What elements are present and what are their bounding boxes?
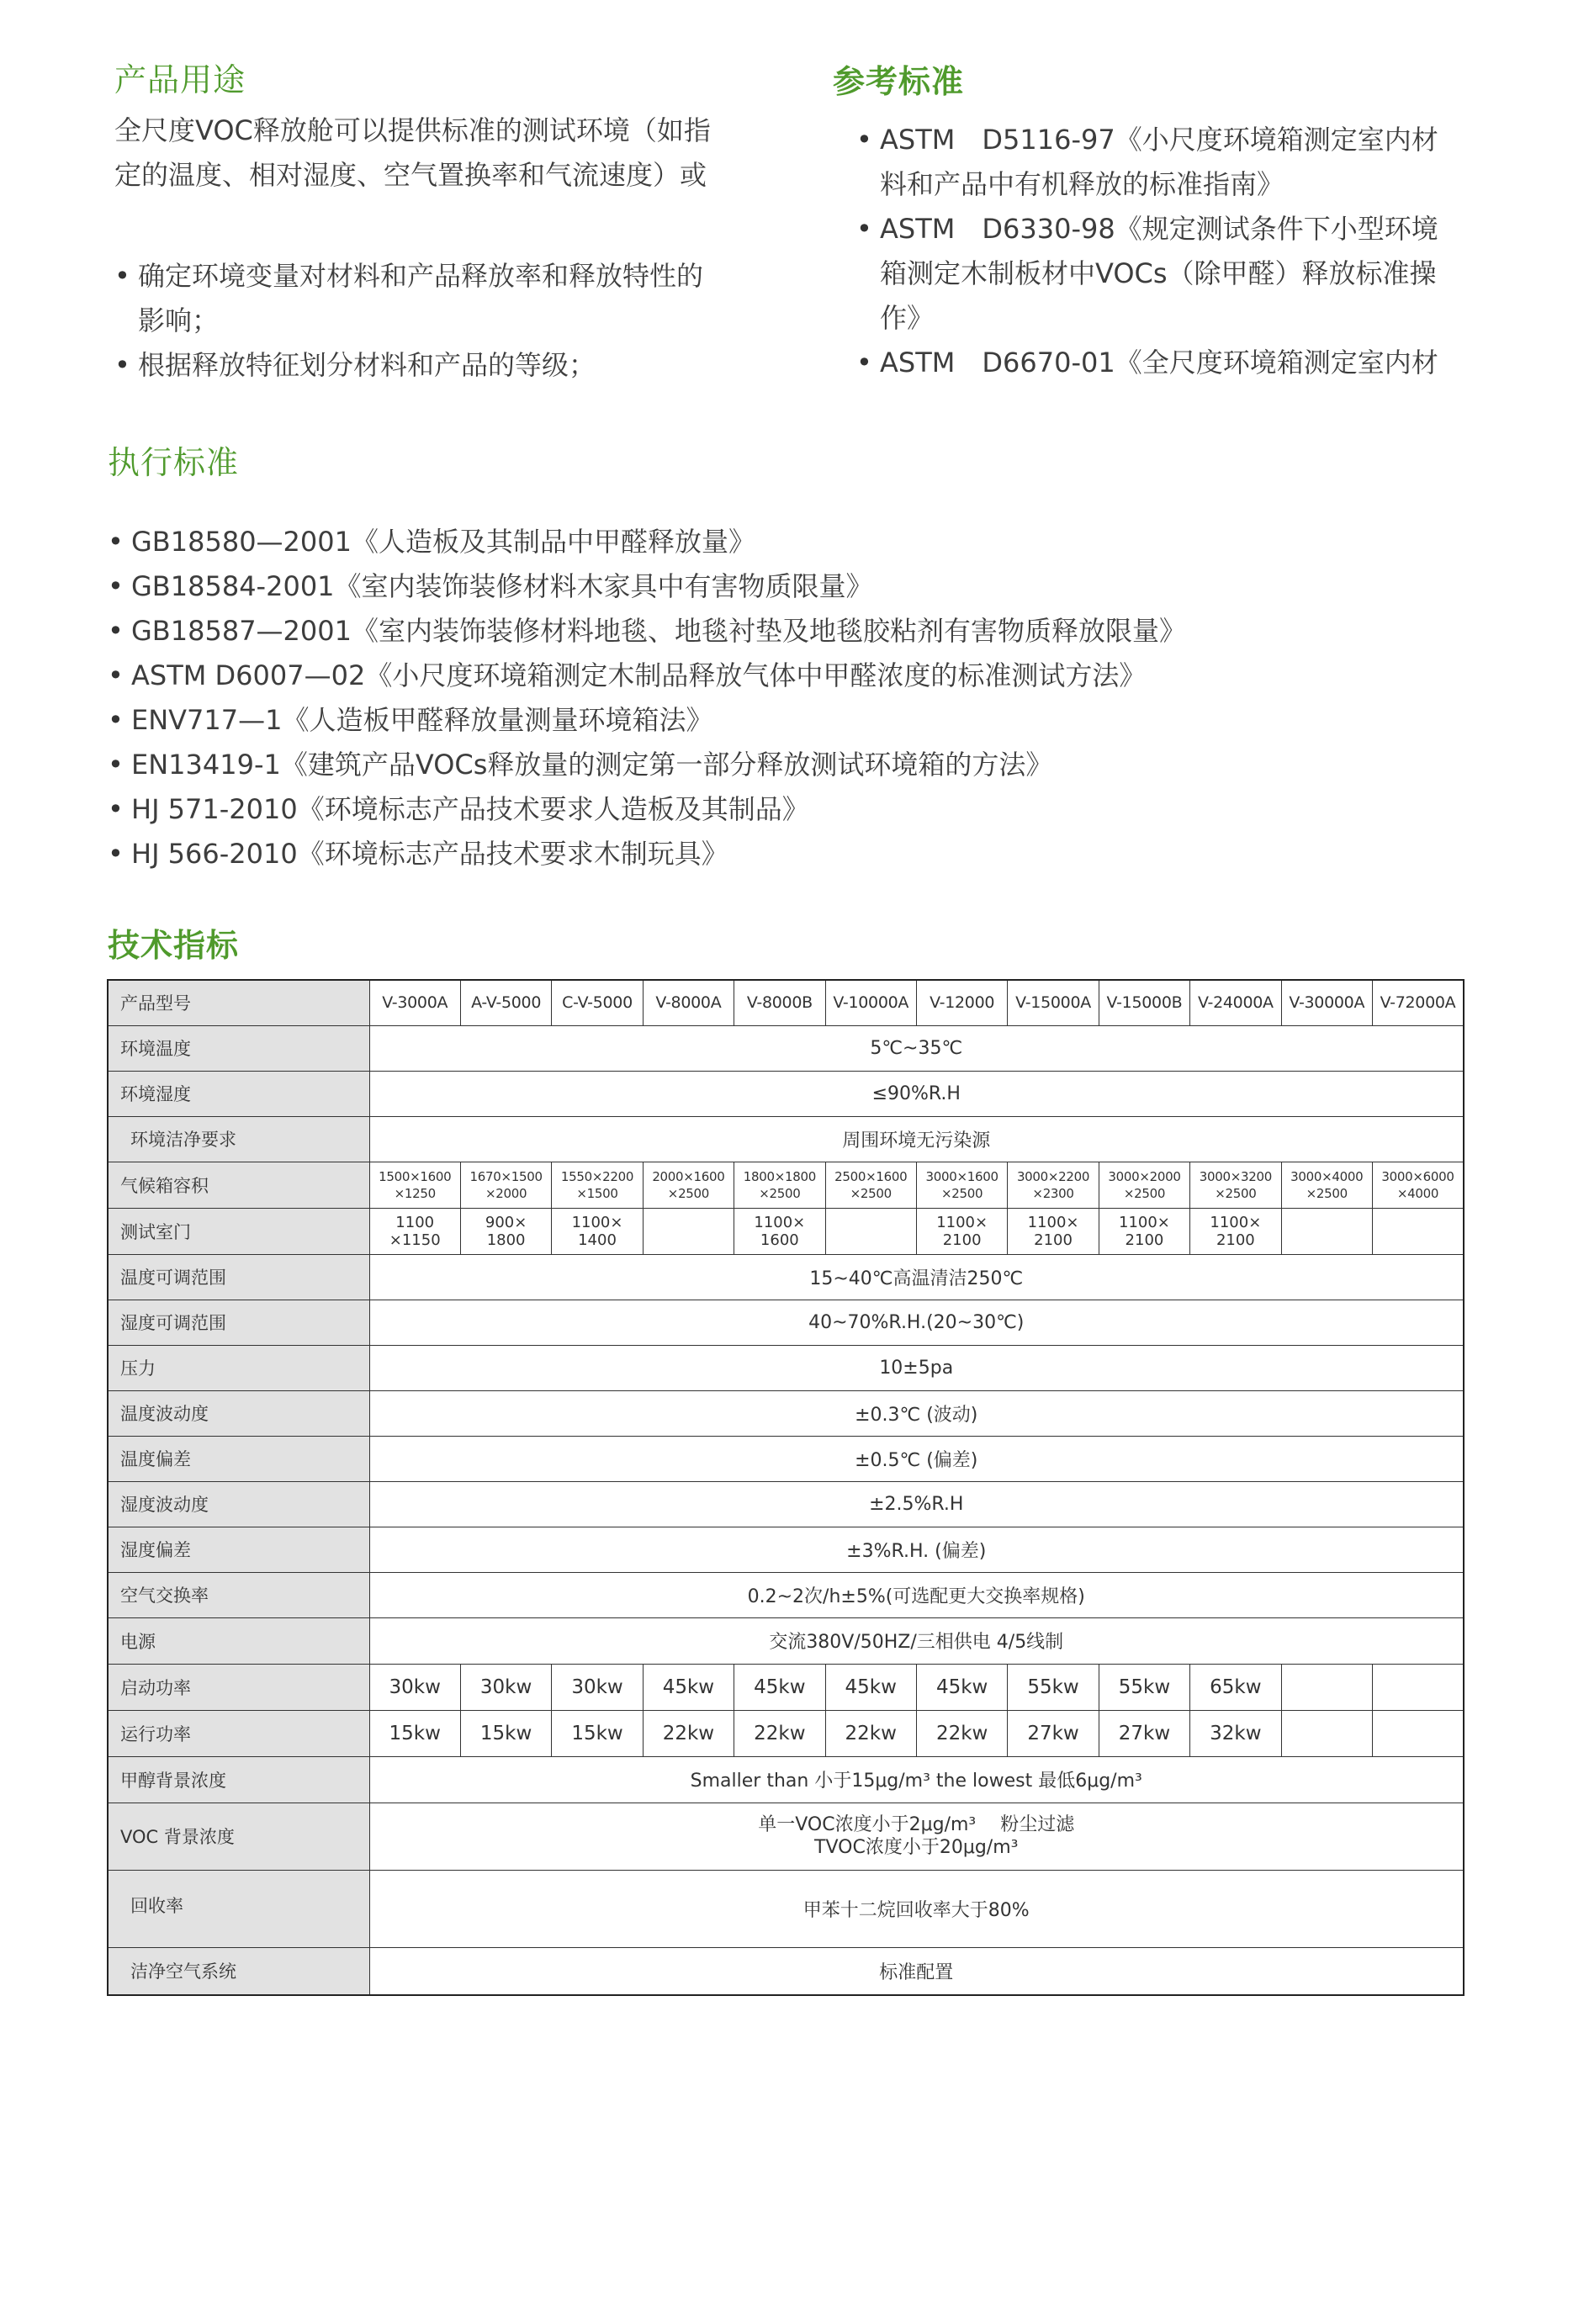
row-label: VOC 背景浓度 [108,1803,369,1870]
volume-cell: 3000×3200 ×2500 [1190,1162,1281,1208]
door-cell: 1100× 1400 [552,1208,643,1254]
standard-item: • GB18580—2001《人造板及其制品中甲醛释放量》 [108,520,1186,564]
power-cell: 30kw [460,1664,551,1710]
power-cell [1372,1710,1464,1756]
table-row [108,1208,1464,1254]
row-label: 湿度偏差 [108,1527,369,1572]
reference-bullet-list [856,118,1438,385]
volume-cell: 2000×1600 ×2500 [643,1162,734,1208]
row-value: 10±5pa [369,1345,1464,1390]
power-cell: 27kw [1099,1710,1189,1756]
standard-item: • ENV717—1《人造板甲醛释放量测量环境箱法》 [108,698,1186,743]
power-cell: 65kw [1190,1664,1281,1710]
model-cell: V-15000A [1008,980,1099,1025]
usage-bullet: • 确定环境变量对材料和产品释放率和释放特性的 影响； [114,254,703,343]
reference-bullet: • ASTM D5116-97《小尺度环境箱测定室内材 料和产品中有机释放的标准指南》 [856,118,1438,207]
door-cell [825,1208,916,1254]
row-value: 40~70%R.H.(20~30℃) [369,1300,1464,1345]
table-row [108,1390,1464,1436]
volume-cell: 3000×1600 ×2500 [916,1162,1007,1208]
door-cell [643,1208,734,1254]
volume-cell: 3000×2000 ×2500 [1099,1162,1189,1208]
power-cell: 30kw [369,1664,460,1710]
power-cell: 32kw [1190,1710,1281,1756]
table-row [108,980,1464,1025]
row-value: ±0.5℃ (偏差) [369,1436,1464,1481]
power-cell: 27kw [1008,1710,1099,1756]
usage-bullet: • 根据释放特征划分材料和产品的等级； [114,343,703,388]
model-cell: V-15000B [1099,980,1189,1025]
power-cell: 15kw [369,1710,460,1756]
table-row [108,1803,1464,1870]
row-label: 环境温度 [108,1025,369,1071]
power-cell [1372,1664,1464,1710]
row-label: 洁净空气系统 [108,1947,369,1995]
table-row [108,1345,1464,1390]
power-cell: 22kw [825,1710,916,1756]
row-value: ±0.3℃ (波动) [369,1390,1464,1436]
table-row [108,1116,1464,1162]
row-label: 湿度可调范围 [108,1300,369,1345]
table-row [108,1572,1464,1617]
door-cell: 1100× 2100 [1190,1208,1281,1254]
model-cell: V-12000 [916,980,1007,1025]
row-label: 温度波动度 [108,1390,369,1436]
standards-list [108,520,1186,876]
table-row [108,1947,1464,1995]
row-value: 甲苯十二烷回收率大于80% [369,1870,1464,1947]
power-cell: 22kw [916,1710,1007,1756]
door-cell: 1100× 1600 [734,1208,825,1254]
row-label: 气候箱容积 [108,1162,369,1208]
table-row [108,1870,1464,1947]
usage-bullet-list [114,254,703,388]
row-label: 电源 [108,1617,369,1664]
row-label: 环境湿度 [108,1071,369,1116]
volume-cell: 3000×2200 ×2300 [1008,1162,1099,1208]
volume-cell: 2500×1600 ×2500 [825,1162,916,1208]
door-cell: 1100× 2100 [1099,1208,1189,1254]
door-cell [1281,1208,1372,1254]
power-cell [1281,1710,1372,1756]
power-cell: 15kw [552,1710,643,1756]
power-cell: 45kw [825,1664,916,1710]
door-cell [1372,1208,1464,1254]
spec-table [107,979,1465,1996]
table-row [108,1710,1464,1756]
model-cell: V-72000A [1372,980,1464,1025]
power-cell: 30kw [552,1664,643,1710]
power-cell: 45kw [643,1664,734,1710]
standard-item: • HJ 571-2010《环境标志产品技术要求人造板及其制品》 [108,787,1186,832]
volume-cell: 1500×1600 ×1250 [369,1162,460,1208]
row-value: 标准配置 [369,1947,1464,1995]
model-cell: V-8000A [643,980,734,1025]
row-label: 启动功率 [108,1664,369,1710]
row-label: 甲醇背景浓度 [108,1756,369,1803]
volume-cell: 1670×1500 ×2000 [460,1162,551,1208]
reference-bullet: • ASTM D6330-98《规定测试条件下小型环境 箱测定木制板材中VOCs（除甲醛）释放标准操 作》 [856,207,1438,341]
door-cell: 1100× 2100 [1008,1208,1099,1254]
row-value: 周围环境无污染源 [369,1116,1464,1162]
row-value: 0.2~2次/h±5%(可选配更大交换率规格) [369,1572,1464,1617]
row-value: 5℃~35℃ [369,1025,1464,1071]
table-row [108,1071,1464,1116]
row-label: 温度偏差 [108,1436,369,1481]
model-cell: C-V-5000 [552,980,643,1025]
standard-item: • GB18587—2001《室内装饰装修材料地毯、地毯衬垫及地毯胶粘剂有害物质释放限量》 [108,609,1186,654]
power-cell: 22kw [734,1710,825,1756]
volume-cell: 3000×6000 ×4000 [1372,1162,1464,1208]
power-cell: 45kw [916,1664,1007,1710]
volume-cell: 3000×4000 ×2500 [1281,1162,1372,1208]
model-cell: V-8000B [734,980,825,1025]
row-label: 运行功率 [108,1710,369,1756]
power-cell: 55kw [1008,1664,1099,1710]
standards-heading: 执行标准 [108,444,240,481]
power-cell: 45kw [734,1664,825,1710]
usage-heading: 产品用途 [114,61,246,98]
model-cell: V-30000A [1281,980,1372,1025]
row-value: Smaller than 小于15μg/m³ the lowest 最低6μg/m³ [369,1756,1464,1803]
volume-cell: 1800×1800 ×2500 [734,1162,825,1208]
model-cell: V-3000A [369,980,460,1025]
row-value: ≤90%R.H [369,1071,1464,1116]
door-cell: 1100 ×1150 [369,1208,460,1254]
row-label: 湿度波动度 [108,1481,369,1527]
power-cell: 22kw [643,1710,734,1756]
row-value: 交流380V/50HZ/三相供电 4/5线制 [369,1617,1464,1664]
door-cell: 900× 1800 [460,1208,551,1254]
row-label: 环境洁净要求 [108,1116,369,1162]
row-label: 回收率 [108,1870,369,1947]
model-cell: A-V-5000 [460,980,551,1025]
table-row [108,1617,1464,1664]
row-label: 温度可调范围 [108,1254,369,1300]
row-label: 测试室门 [108,1208,369,1254]
table-row [108,1664,1464,1710]
row-label: 空气交换率 [108,1572,369,1617]
specs-heading: 技术指标 [108,927,240,964]
table-row [108,1527,1464,1572]
row-value: 15~40℃高温清洁250℃ [369,1254,1464,1300]
row-value: 单一VOC浓度小于2μg/m³ 粉尘过滤 TVOC浓度小于20μg/m³ [369,1803,1464,1870]
door-cell: 1100× 2100 [916,1208,1007,1254]
reference-bullet: • ASTM D6670-01《全尺度环境箱测定室内材 [856,341,1438,385]
power-cell: 15kw [460,1710,551,1756]
volume-cell: 1550×2200 ×1500 [552,1162,643,1208]
power-cell: 55kw [1099,1664,1189,1710]
standard-item: • HJ 566-2010《环境标志产品技术要求木制玩具》 [108,832,1186,876]
table-row [108,1300,1464,1345]
table-row [108,1254,1464,1300]
reference-heading: 参考标准 [833,63,965,100]
power-cell [1281,1664,1372,1710]
model-cell: V-24000A [1190,980,1281,1025]
usage-paragraph: 全尺度VOC释放舱可以提供标准的测试环境（如指 定的温度、相对湿度、空气置换率和气流速度）或 [114,114,711,191]
standard-item: • GB18584-2001《室内装饰装修材料木家具中有害物质限量》 [108,564,1186,609]
table-row [108,1436,1464,1481]
table-row [108,1481,1464,1527]
table-row [108,1025,1464,1071]
standard-item: • EN13419-1《建筑产品VOCs释放量的测定第一部分释放测试环境箱的方法》 [108,743,1186,787]
model-cell: V-10000A [825,980,916,1025]
row-label: 产品型号 [108,980,369,1025]
row-value: ±3%R.H. (偏差) [369,1527,1464,1572]
row-label: 压力 [108,1345,369,1390]
table-row [108,1162,1464,1208]
row-value: ±2.5%R.H [369,1481,1464,1527]
standard-item: • ASTM D6007—02《小尺度环境箱测定木制品释放气体中甲醛浓度的标准测试方法》 [108,654,1186,698]
table-row [108,1756,1464,1803]
